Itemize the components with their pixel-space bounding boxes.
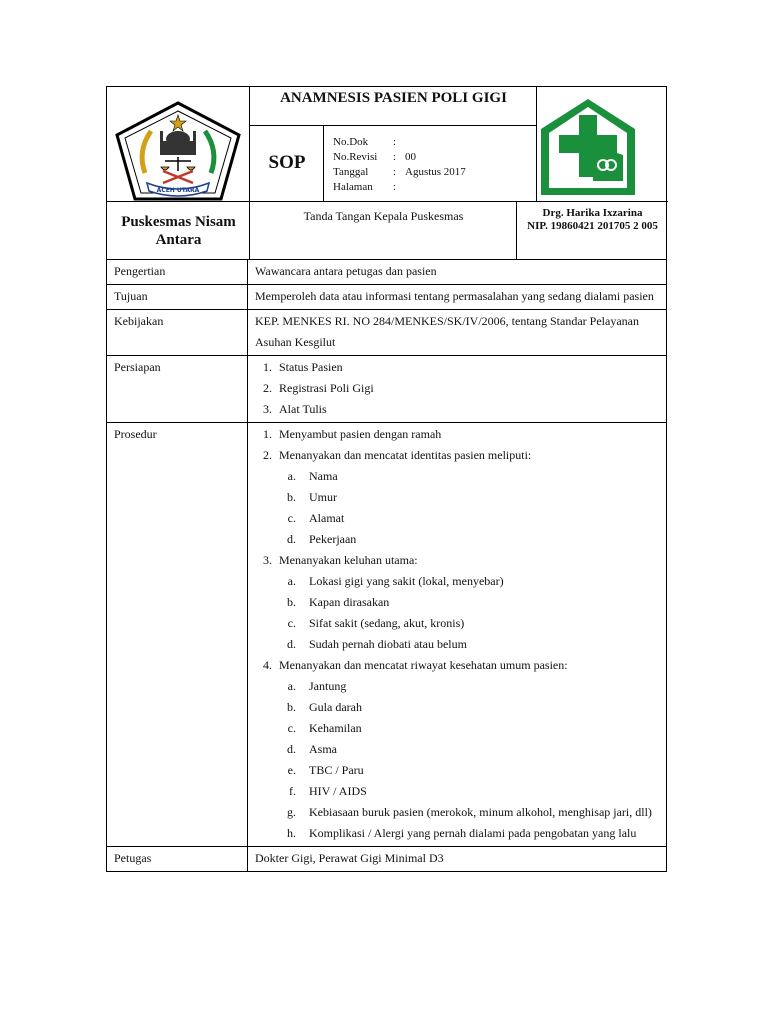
meta-row-halaman: Halaman :: [333, 181, 397, 193]
sub-item: a. Lokasi gigi yang sakit (lokal, menyebar): [299, 571, 659, 592]
signature-label: Tanda Tangan Kepala Puskesmas: [303, 209, 464, 223]
sub-item: e. TBC / Paru: [299, 760, 659, 781]
row-label: Persiapan: [107, 356, 248, 423]
row-tujuan: [107, 285, 667, 310]
puskesmas-logo: [537, 95, 639, 201]
sop-document: [106, 86, 667, 872]
row-label: Prosedur: [107, 423, 248, 847]
sub-item: b. Umur: [299, 487, 659, 508]
sub-item: b. Kapan dirasakan: [299, 592, 659, 613]
document-title: ANAMNESIS PASIEN POLI GIGI: [280, 90, 507, 106]
sub-item: d. Pekerjaan: [299, 529, 659, 550]
row-pengertian: [107, 260, 667, 285]
prosedur-steps: [255, 424, 659, 844]
list-item: 2. Menanyakan dan mencatat identitas pasien meliputi: a. Nama b. Umur c. Alamat d. Pekerjaan: [275, 445, 659, 550]
sub-item: h. Komplikasi / Alergi yang pernah dialami pada pengobatan yang lalu: [299, 823, 659, 844]
doctor-nip: NIP. 19860421 201705 2 005: [527, 220, 658, 232]
persiapan-list: [255, 357, 659, 420]
row-content: Dokter Gigi, Perawat Gigi Minimal D3: [248, 847, 667, 872]
row-content: [248, 423, 667, 847]
row-label: Pengertian: [107, 260, 248, 285]
sub-item: g. Kebiasaan buruk pasien (merokok, minum alkohol, menghisap jari, dll): [299, 802, 659, 823]
sub-item: c. Sifat sakit (sedang, akut, kronis): [299, 613, 659, 634]
row-petugas: [107, 847, 667, 872]
sub-item: d. Sudah pernah diobati atau belum: [299, 634, 659, 655]
meta-row-tanggal: Tanggal : Agustus 2017: [333, 166, 466, 178]
meta-row-no-dok: No.Dok :: [333, 136, 397, 148]
sub-item: b. Gula darah: [299, 697, 659, 718]
list-item: 3. Alat Tulis: [275, 399, 659, 420]
sub-item: c. Alamat: [299, 508, 659, 529]
sub-item: c. Kehamilan: [299, 718, 659, 739]
sub-item: a. Nama: [299, 466, 659, 487]
sub-list: [279, 466, 659, 550]
doctor-name: Drg. Harika Ixzarina: [542, 207, 643, 219]
aceh-utara-logo: [113, 101, 243, 201]
sub-item: a. Jantung: [299, 676, 659, 697]
document-header: [106, 86, 667, 260]
list-item: 3. Menanyakan keluhan utama: a. Lokasi gigi yang sakit (lokal, menyebar) b. Kapan dirasakan c. Sifat sakit (sedang, akut, kronis) d. Sudah pernah diobati atau belum: [275, 550, 659, 655]
org-name: Puskesmas Nisam Antara: [121, 214, 236, 248]
sub-item: f. HIV / AIDS: [299, 781, 659, 802]
list-item: 1. Menyambut pasien dengan ramah: [275, 424, 659, 445]
row-label: Tujuan: [107, 285, 248, 310]
row-prosedur: [107, 423, 667, 847]
sop-content-table: [106, 259, 667, 872]
list-item: 1. Status Pasien: [275, 357, 659, 378]
row-content: [248, 356, 667, 423]
sub-list: [279, 676, 659, 844]
list-item: 2. Registrasi Poli Gigi: [275, 378, 659, 399]
doctor-info: [517, 201, 668, 233]
row-kebijakan: [107, 310, 667, 356]
row-content: Memperoleh data atau informasi tentang permasalahan yang sedang dialami pasien: [248, 285, 667, 310]
row-label: Kebijakan: [107, 310, 248, 356]
meta-row-no-revisi: No.Revisi : 00: [333, 151, 416, 163]
document-meta: [333, 135, 466, 195]
list-item: 4. Menanyakan dan mencatat riwayat kesehatan umum pasien: a. Jantung b. Gula darah c. Kehamilan d. Asma e. TBC / Paru f. HIV / AIDS g. Kebiasaan buruk pasien (merokok, minum alkohol, menghisap jari, dll) h. Komplikasi / Alergi yang pernah dialami pada pengobatan yang lalu: [275, 655, 659, 844]
row-content: KEP. MENKES RI. NO 284/MENKES/SK/IV/2006, tentang Standar Pelayanan Asuhan Kesgilut: [248, 310, 667, 356]
logo-ribbon-text: ACEH UTARA: [156, 187, 200, 194]
row-content: Wawancara antara petugas dan pasien: [248, 260, 667, 285]
row-label: Petugas: [107, 847, 248, 872]
sop-label: SOP: [268, 152, 306, 173]
row-persiapan: [107, 356, 667, 423]
sub-item: d. Asma: [299, 739, 659, 760]
sub-list: [279, 571, 659, 655]
